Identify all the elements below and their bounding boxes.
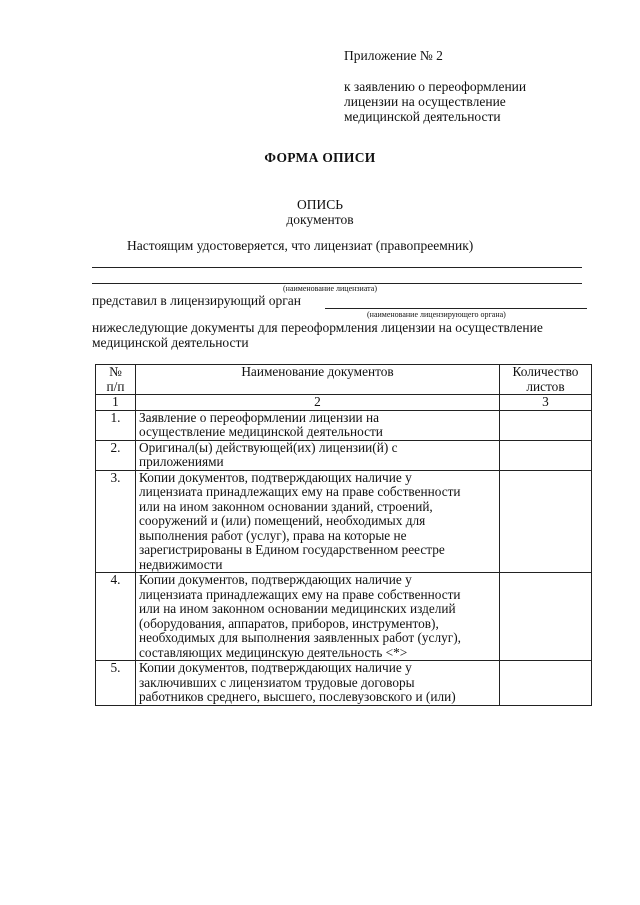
inventory-title: ОПИСЬ [296, 197, 343, 212]
header-qty [500, 365, 592, 395]
document-name-line: Копии документов, подтверждающих наличие у [139, 572, 412, 587]
header-name: Наименование документов [136, 365, 500, 395]
authority-name-line[interactable] [325, 308, 587, 309]
documents-table [95, 364, 592, 706]
document-name-line: осуществление медицинской деятельности [139, 424, 383, 439]
header-qty-line: Количество [512, 364, 579, 379]
table-row [96, 661, 592, 706]
document-name-line: выполнения работ (услуг), права на которые не [139, 527, 407, 543]
document-name-line: необходимых для выполнения заявленных работ (услуг), [139, 630, 461, 645]
header-num-line: № [109, 364, 122, 379]
following-line: медицинской деятельности [92, 335, 249, 350]
document-name [136, 410, 500, 440]
document-name-line: недвижимости [139, 556, 223, 572]
document-name-line: лицензиата принадлежащих ему на праве собственности [139, 586, 461, 602]
document-name-line: сооружений и (или) помещений, необходимых для [139, 513, 426, 528]
sheet-count-cell[interactable] [500, 440, 592, 470]
appendix-label: Приложение № 2 [344, 48, 443, 63]
licensee-caption: (наименование лицензиата) [283, 284, 377, 293]
inventory-subtitle: документов [286, 212, 354, 227]
row-number: 3. [96, 470, 136, 573]
row-number: 4. [96, 573, 136, 661]
column-number: 2 [136, 395, 500, 411]
column-number: 3 [500, 395, 592, 411]
inventory-heading [0, 197, 640, 227]
sheet-count-cell[interactable] [500, 410, 592, 440]
document-name-line: Копии документов, подтверждающих наличие у [139, 660, 412, 675]
sheet-count-cell[interactable] [500, 661, 592, 706]
document-name-line: или на ином законном основании медицинских изделий [139, 601, 456, 616]
header-qty-line: листов [526, 378, 565, 394]
column-number: 1 [96, 395, 136, 411]
table-row [96, 573, 592, 661]
document-name-line: работников среднего, высшего, послевузовского и (или) [139, 689, 456, 704]
document-name-line: заключивших с лицензиатом трудовые договоры [139, 674, 415, 690]
following-text [92, 320, 612, 350]
table-row [96, 470, 592, 573]
header-num [96, 365, 136, 395]
appendix-note-line: лицензии на осуществление [344, 94, 506, 109]
document-name-line: Оригинал(ы) действующей(их) лицензии(й) с [139, 439, 398, 455]
document-name [136, 573, 500, 661]
header-num-line: п/п [106, 378, 125, 394]
appendix-note [344, 79, 584, 124]
document-name-line: Заявление о переоформлении лицензии на [139, 409, 380, 425]
certify-text: Настоящим удостоверяется, что лицензиат (правопреемник) [127, 238, 474, 253]
form-title: ФОРМА ОПИСИ [264, 150, 376, 165]
column-number-row [96, 395, 592, 411]
table-header-row [96, 365, 592, 395]
row-number: 1. [96, 410, 136, 440]
document-name-line: (оборудования, аппаратов, приборов, инструментов), [139, 615, 439, 631]
document-name-line: зарегистрированы в Едином государственном реестре [139, 542, 445, 557]
document-name-line: приложениями [139, 454, 224, 469]
row-number: 5. [96, 661, 136, 706]
licensee-name-line-1[interactable] [92, 267, 582, 268]
presented-text: представил в лицензирующий орган [92, 293, 302, 308]
document-name [136, 661, 500, 706]
sheet-count-cell[interactable] [500, 573, 592, 661]
document-name-line: составляющих медицинскую деятельность <*> [139, 644, 408, 660]
table-row [96, 410, 592, 440]
document-name-line: лицензиата принадлежащих ему на праве собственности [139, 484, 461, 499]
following-line: нижеследующие документы для переоформления лицензии на осуществление [92, 320, 543, 335]
document-name [136, 470, 500, 573]
document-name-line: или на ином законном основании зданий, строений, [139, 498, 433, 514]
appendix-note-line: медицинской деятельности [344, 109, 501, 124]
document-name-line: Копии документов, подтверждающих наличие у [139, 469, 412, 485]
appendix-note-line: к заявлению о переоформлении [344, 79, 527, 94]
authority-caption: (наименование лицензирующего органа) [367, 310, 506, 319]
row-number: 2. [96, 440, 136, 470]
table-row [96, 440, 592, 470]
document-name [136, 440, 500, 470]
sheet-count-cell[interactable] [500, 470, 592, 573]
